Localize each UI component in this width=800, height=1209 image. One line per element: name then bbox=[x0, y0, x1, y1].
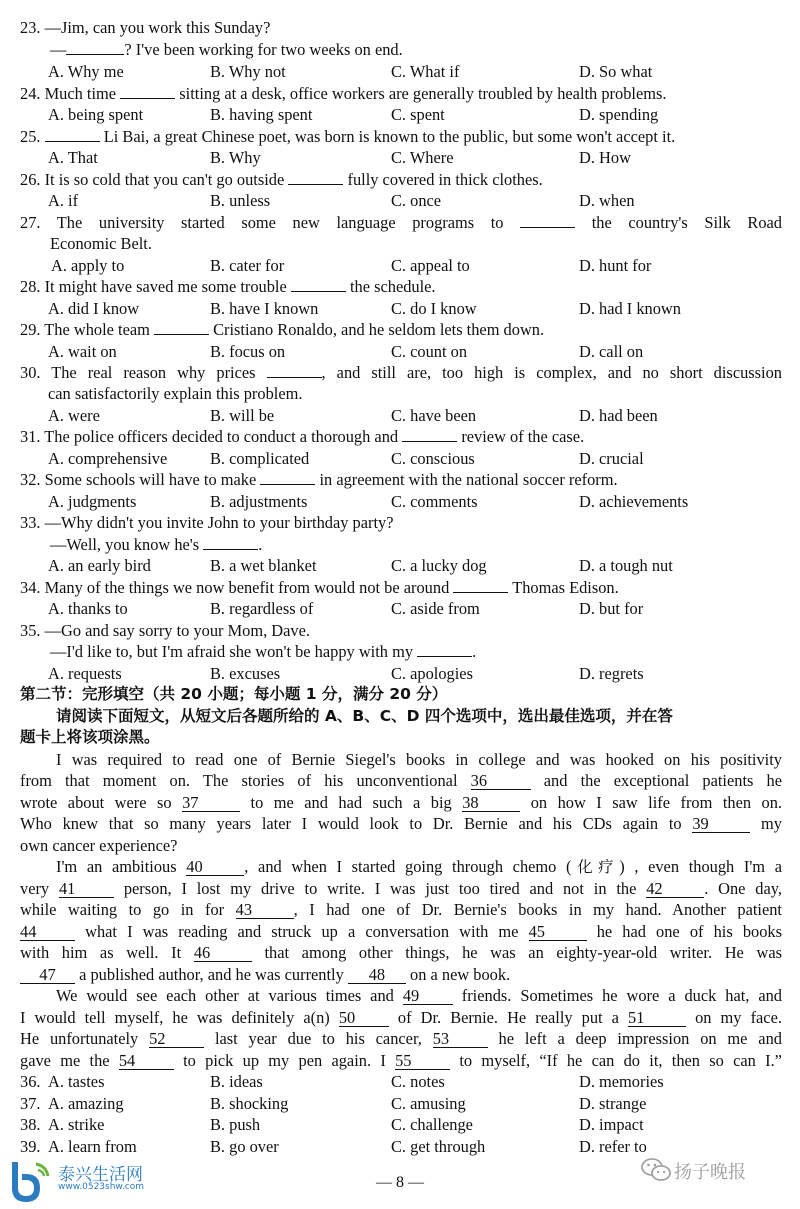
q29-stem: 29. The whole team Cristiano Ronaldo, and he seldom lets them down. bbox=[20, 320, 545, 339]
wechat-account-name: 扬子晚报 bbox=[674, 1162, 746, 1183]
passage-line: from that moment on. The stories of his unconventional 36 and the exceptional patients he bbox=[20, 771, 782, 790]
q29-option-b: B. focus on bbox=[210, 342, 286, 361]
cloze-option-a: A. learn from bbox=[48, 1137, 137, 1156]
q24-option-d: D. spending bbox=[579, 105, 659, 124]
page-number: — 8 — bbox=[376, 1174, 424, 1191]
q27-option-b: B. cater for bbox=[210, 256, 285, 275]
cloze-blank-48: 48 bbox=[348, 966, 406, 984]
cloze-option-a: A. amazing bbox=[48, 1094, 124, 1113]
passage-line: 44 what I was reading and struck up a conversation with me 45 he had one of his books bbox=[20, 922, 782, 941]
q27-option-d: D. hunt for bbox=[579, 256, 652, 275]
q35-option-b: B. excuses bbox=[210, 664, 281, 683]
q30-stem: 30. The real reason why prices , and still are, too high is complex, and no short discussion bbox=[20, 363, 782, 382]
q30-option-a: A. were bbox=[48, 406, 100, 425]
cloze-blank-39: 39 bbox=[692, 815, 750, 833]
cloze-option-number: 39. bbox=[20, 1137, 41, 1156]
q33-reply: —Well, you know he's . bbox=[50, 535, 263, 554]
q23-option-b: B. Why not bbox=[210, 62, 286, 81]
q35-stem: 35. —Go and say sorry to your Mom, Dave. bbox=[20, 621, 310, 640]
q24-option-c: C. spent bbox=[391, 105, 445, 124]
cloze-blank-36: 36 bbox=[471, 772, 531, 790]
q23-option-d: D. So what bbox=[579, 62, 653, 81]
cloze-option-d: D. memories bbox=[579, 1072, 664, 1091]
cloze-blank-49: 49 bbox=[403, 987, 453, 1005]
cloze-option-a: A. strike bbox=[48, 1115, 105, 1134]
q23-blank bbox=[66, 54, 124, 55]
q32-blank bbox=[260, 484, 315, 485]
q34-options bbox=[20, 598, 782, 619]
q31-option-c: C. conscious bbox=[391, 449, 475, 468]
cloze-blank-42: 42 bbox=[646, 880, 704, 898]
passage-line: I would tell myself, he was definitely a(n) 50 of Dr. Bernie. He really put a 51 on my face. bbox=[20, 1008, 782, 1027]
section2-instruction-1: 请阅读下面短文，从短文后各题所给的 A、B、C、D 四个选项中，选出最佳选项，并在答 bbox=[56, 707, 673, 725]
q27-option-a: A. apply to bbox=[51, 256, 125, 275]
q31-option-a: A. comprehensive bbox=[48, 449, 168, 468]
q27-option-c: C. appeal to bbox=[391, 256, 470, 275]
q30-stem-cont: can satisfactorily explain this problem. bbox=[48, 384, 303, 403]
cloze-option-c: C. get through bbox=[391, 1137, 486, 1156]
q24-blank bbox=[120, 98, 175, 99]
cloze-blank-41: 41 bbox=[59, 880, 114, 898]
q26-option-a: A. if bbox=[48, 191, 79, 210]
passage-line: I'm an ambitious 40 , and when I started going through chemo (化疗) , even though I'm a bbox=[56, 857, 782, 876]
q33-option-a: A. an early bird bbox=[48, 556, 151, 575]
q28-options bbox=[20, 298, 782, 319]
q34-option-b: B. regardless of bbox=[210, 599, 314, 618]
cloze-options-38 bbox=[20, 1114, 782, 1135]
cloze-option-d: D. strange bbox=[579, 1094, 647, 1113]
q30-option-d: D. had been bbox=[579, 406, 658, 425]
passage-line: gave me the 54 to pick up my pen again. I 55 to myself, “If he can do it, then so can I.” bbox=[20, 1051, 782, 1070]
q25-options bbox=[20, 147, 782, 168]
passage-line: very 41 person, I lost my drive to write. I was just too tired and not in the 42 . One day, bbox=[20, 879, 782, 898]
cloze-options-37 bbox=[20, 1093, 782, 1114]
q27-stem-cont: Economic Belt. bbox=[50, 234, 152, 253]
cloze-blank-54: 54 bbox=[119, 1052, 174, 1070]
cloze-option-c: C. challenge bbox=[391, 1115, 473, 1134]
cloze-blank-55: 55 bbox=[395, 1052, 450, 1070]
cloze-option-c: C. amusing bbox=[391, 1094, 466, 1113]
q25-option-d: D. How bbox=[579, 148, 631, 167]
cloze-options-36 bbox=[20, 1071, 782, 1092]
q28-stem: 28. It might have saved me some trouble the schedule. bbox=[20, 277, 436, 296]
q26-blank bbox=[288, 184, 343, 185]
site-logo-url: www.0523shw.com bbox=[58, 1182, 145, 1192]
q25-stem: 25. Li Bai, a great Chinese poet, was born is known to the public, but some won't accept it. bbox=[20, 127, 676, 146]
q33-option-d: D. a tough nut bbox=[579, 556, 673, 575]
q28-option-d: D. had I known bbox=[579, 299, 681, 318]
q35-option-d: D. regrets bbox=[579, 664, 644, 683]
q34-option-d: D. but for bbox=[579, 599, 644, 618]
cloze-blank-45: 45 bbox=[529, 923, 587, 941]
q29-option-d: D. call on bbox=[579, 342, 644, 361]
site-logo-name: 泰兴生活网 bbox=[58, 1165, 143, 1185]
q33-stem: 33. —Why didn't you invite John to your birthday party? bbox=[20, 513, 394, 532]
q24-stem: 24. Much time sitting at a desk, office workers are generally troubled by health problems. bbox=[20, 84, 667, 103]
passage-line: with him as well. It 46 that among other things, he was an eighty-year-old writer. He was bbox=[20, 943, 782, 962]
q25-option-c: C. Where bbox=[391, 148, 454, 167]
cloze-option-d: D. impact bbox=[579, 1115, 644, 1134]
q33-option-b: B. a wet blanket bbox=[210, 556, 317, 575]
wechat-icon bbox=[640, 1156, 672, 1184]
q26-option-d: D. when bbox=[579, 191, 635, 210]
q35-reply: —I'd like to, but I'm afraid she won't be happy with my . bbox=[50, 642, 477, 661]
cloze-option-number: 37. bbox=[20, 1094, 41, 1113]
q31-options bbox=[20, 448, 782, 469]
q35-option-a: A. requests bbox=[48, 664, 122, 683]
q32-options bbox=[20, 491, 782, 512]
q32-stem: 32. Some schools will have to make in agreement with the national soccer reform. bbox=[20, 470, 618, 489]
q31-option-d: D. crucial bbox=[579, 449, 644, 468]
q30-option-c: C. have been bbox=[391, 406, 477, 425]
q27-stem: 27. The university started some new language programs to the country's Silk Road bbox=[20, 213, 782, 232]
wechat-watermark bbox=[640, 1156, 790, 1186]
cloze-option-number: 38. bbox=[20, 1115, 41, 1134]
q27-options bbox=[20, 255, 782, 276]
q24-option-b: B. having spent bbox=[210, 105, 313, 124]
q30-blank bbox=[267, 377, 322, 378]
q26-stem: 26. It is so cold that you can't go outside fully covered in thick clothes. bbox=[20, 170, 543, 189]
cloze-option-b: B. shocking bbox=[210, 1094, 289, 1113]
q28-blank bbox=[291, 291, 346, 292]
q33-blank bbox=[203, 549, 258, 550]
q32-option-b: B. adjustments bbox=[210, 492, 308, 511]
cloze-blank-40: 40 bbox=[186, 858, 244, 876]
passage-line: 47 a published author, and he was currently 48 on a new book. bbox=[20, 964, 782, 985]
cloze-options-39 bbox=[20, 1136, 782, 1157]
q23-reply: — ? I've been working for two weeks on end. bbox=[50, 40, 403, 59]
cloze-blank-52: 52 bbox=[149, 1030, 204, 1048]
q29-options bbox=[20, 341, 782, 362]
cloze-option-number: 36. bbox=[20, 1072, 41, 1091]
q25-option-b: B. Why bbox=[210, 148, 261, 167]
q29-blank bbox=[154, 334, 209, 335]
q23-option-c: C. What if bbox=[391, 62, 460, 81]
q24-option-a: A. being spent bbox=[48, 105, 144, 124]
passage-line: We would see each other at various times and 49 friends. Sometimes he wore a duck hat, and bbox=[56, 986, 782, 1005]
cloze-option-b: B. ideas bbox=[210, 1072, 263, 1091]
cloze-blank-37: 37 bbox=[182, 794, 240, 812]
cloze-blank-43: 43 bbox=[236, 901, 294, 919]
q33-options bbox=[20, 555, 782, 576]
cloze-blank-44: 44 bbox=[20, 923, 75, 941]
q23-option-a: A. Why me bbox=[48, 62, 124, 81]
passage-line: while waiting to go in for 43 , I had one of Dr. Bernie's books in my hand. Another patient bbox=[20, 900, 782, 919]
cloze-blank-38: 38 bbox=[462, 794, 520, 812]
cloze-blank-53: 53 bbox=[433, 1030, 488, 1048]
cloze-blank-51: 51 bbox=[628, 1009, 686, 1027]
cloze-blank-47: 47 bbox=[20, 966, 75, 984]
passage-line: wrote about were so 37 to me and had such a big 38 on how I saw life from then on. bbox=[20, 793, 782, 812]
cloze-blank-46: 46 bbox=[194, 944, 252, 962]
q27-blank bbox=[520, 227, 575, 228]
q28-option-c: C. do I know bbox=[391, 299, 477, 318]
q23-options bbox=[20, 61, 782, 82]
q28-option-a: A. did I know bbox=[48, 299, 140, 318]
q35-options bbox=[20, 663, 782, 684]
q25-option-a: A. That bbox=[48, 148, 98, 167]
q32-option-d: D. achievements bbox=[579, 492, 689, 511]
cloze-option-b: B. go over bbox=[210, 1137, 279, 1156]
cloze-option-b: B. push bbox=[210, 1115, 261, 1134]
q34-blank bbox=[453, 592, 508, 593]
q30-option-b: B. will be bbox=[210, 406, 275, 425]
q30-options bbox=[20, 405, 782, 426]
passage-line: own cancer experience? bbox=[20, 836, 178, 855]
q34-option-a: A. thanks to bbox=[48, 599, 128, 618]
q29-option-c: C. count on bbox=[391, 342, 468, 361]
passage-line: I was required to read one of Bernie Siegel's books in college and was hooked on his positivity bbox=[56, 750, 782, 769]
q31-stem: 31. The police officers decided to conduct a thorough and review of the case. bbox=[20, 427, 585, 446]
q31-blank bbox=[402, 441, 457, 442]
passage-line: He unfortunately 52 last year due to his cancer, 53 he left a deep impression on me and bbox=[20, 1029, 782, 1048]
q32-option-c: C. comments bbox=[391, 492, 478, 511]
q29-option-a: A. wait on bbox=[48, 342, 117, 361]
q28-option-b: B. have I known bbox=[210, 299, 319, 318]
q23-stem: 23. —Jim, can you work this Sunday? bbox=[20, 18, 271, 37]
cloze-option-c: C. notes bbox=[391, 1072, 445, 1091]
section2-heading: 第二节：完形填空（共 20 小题；每小题 1 分，满分 20 分） bbox=[20, 685, 448, 703]
q34-option-c: C. aside from bbox=[391, 599, 480, 618]
cloze-blank-50: 50 bbox=[339, 1009, 389, 1027]
q26-option-c: C. once bbox=[391, 191, 442, 210]
q26-option-b: B. unless bbox=[210, 191, 271, 210]
q33-option-c: C. a lucky dog bbox=[391, 556, 487, 575]
q24-options bbox=[20, 104, 782, 125]
q32-option-a: A. judgments bbox=[48, 492, 137, 511]
q31-option-b: B. complicated bbox=[210, 449, 310, 468]
q35-blank bbox=[417, 656, 472, 657]
q26-options bbox=[20, 190, 782, 211]
passage-line: Who knew that so many years later I would look to Dr. Bernie and his CDs again to 39 my bbox=[20, 814, 782, 833]
q34-stem: 34. Many of the things we now benefit from would not be around Thomas Edison. bbox=[20, 578, 619, 597]
section2-instruction-2: 题卡上将该项涂黑。 bbox=[20, 728, 160, 746]
cloze-option-d: D. refer to bbox=[579, 1137, 647, 1156]
q35-option-c: C. apologies bbox=[391, 664, 473, 683]
cloze-option-a: A. tastes bbox=[48, 1072, 105, 1091]
q25-blank bbox=[45, 141, 100, 142]
